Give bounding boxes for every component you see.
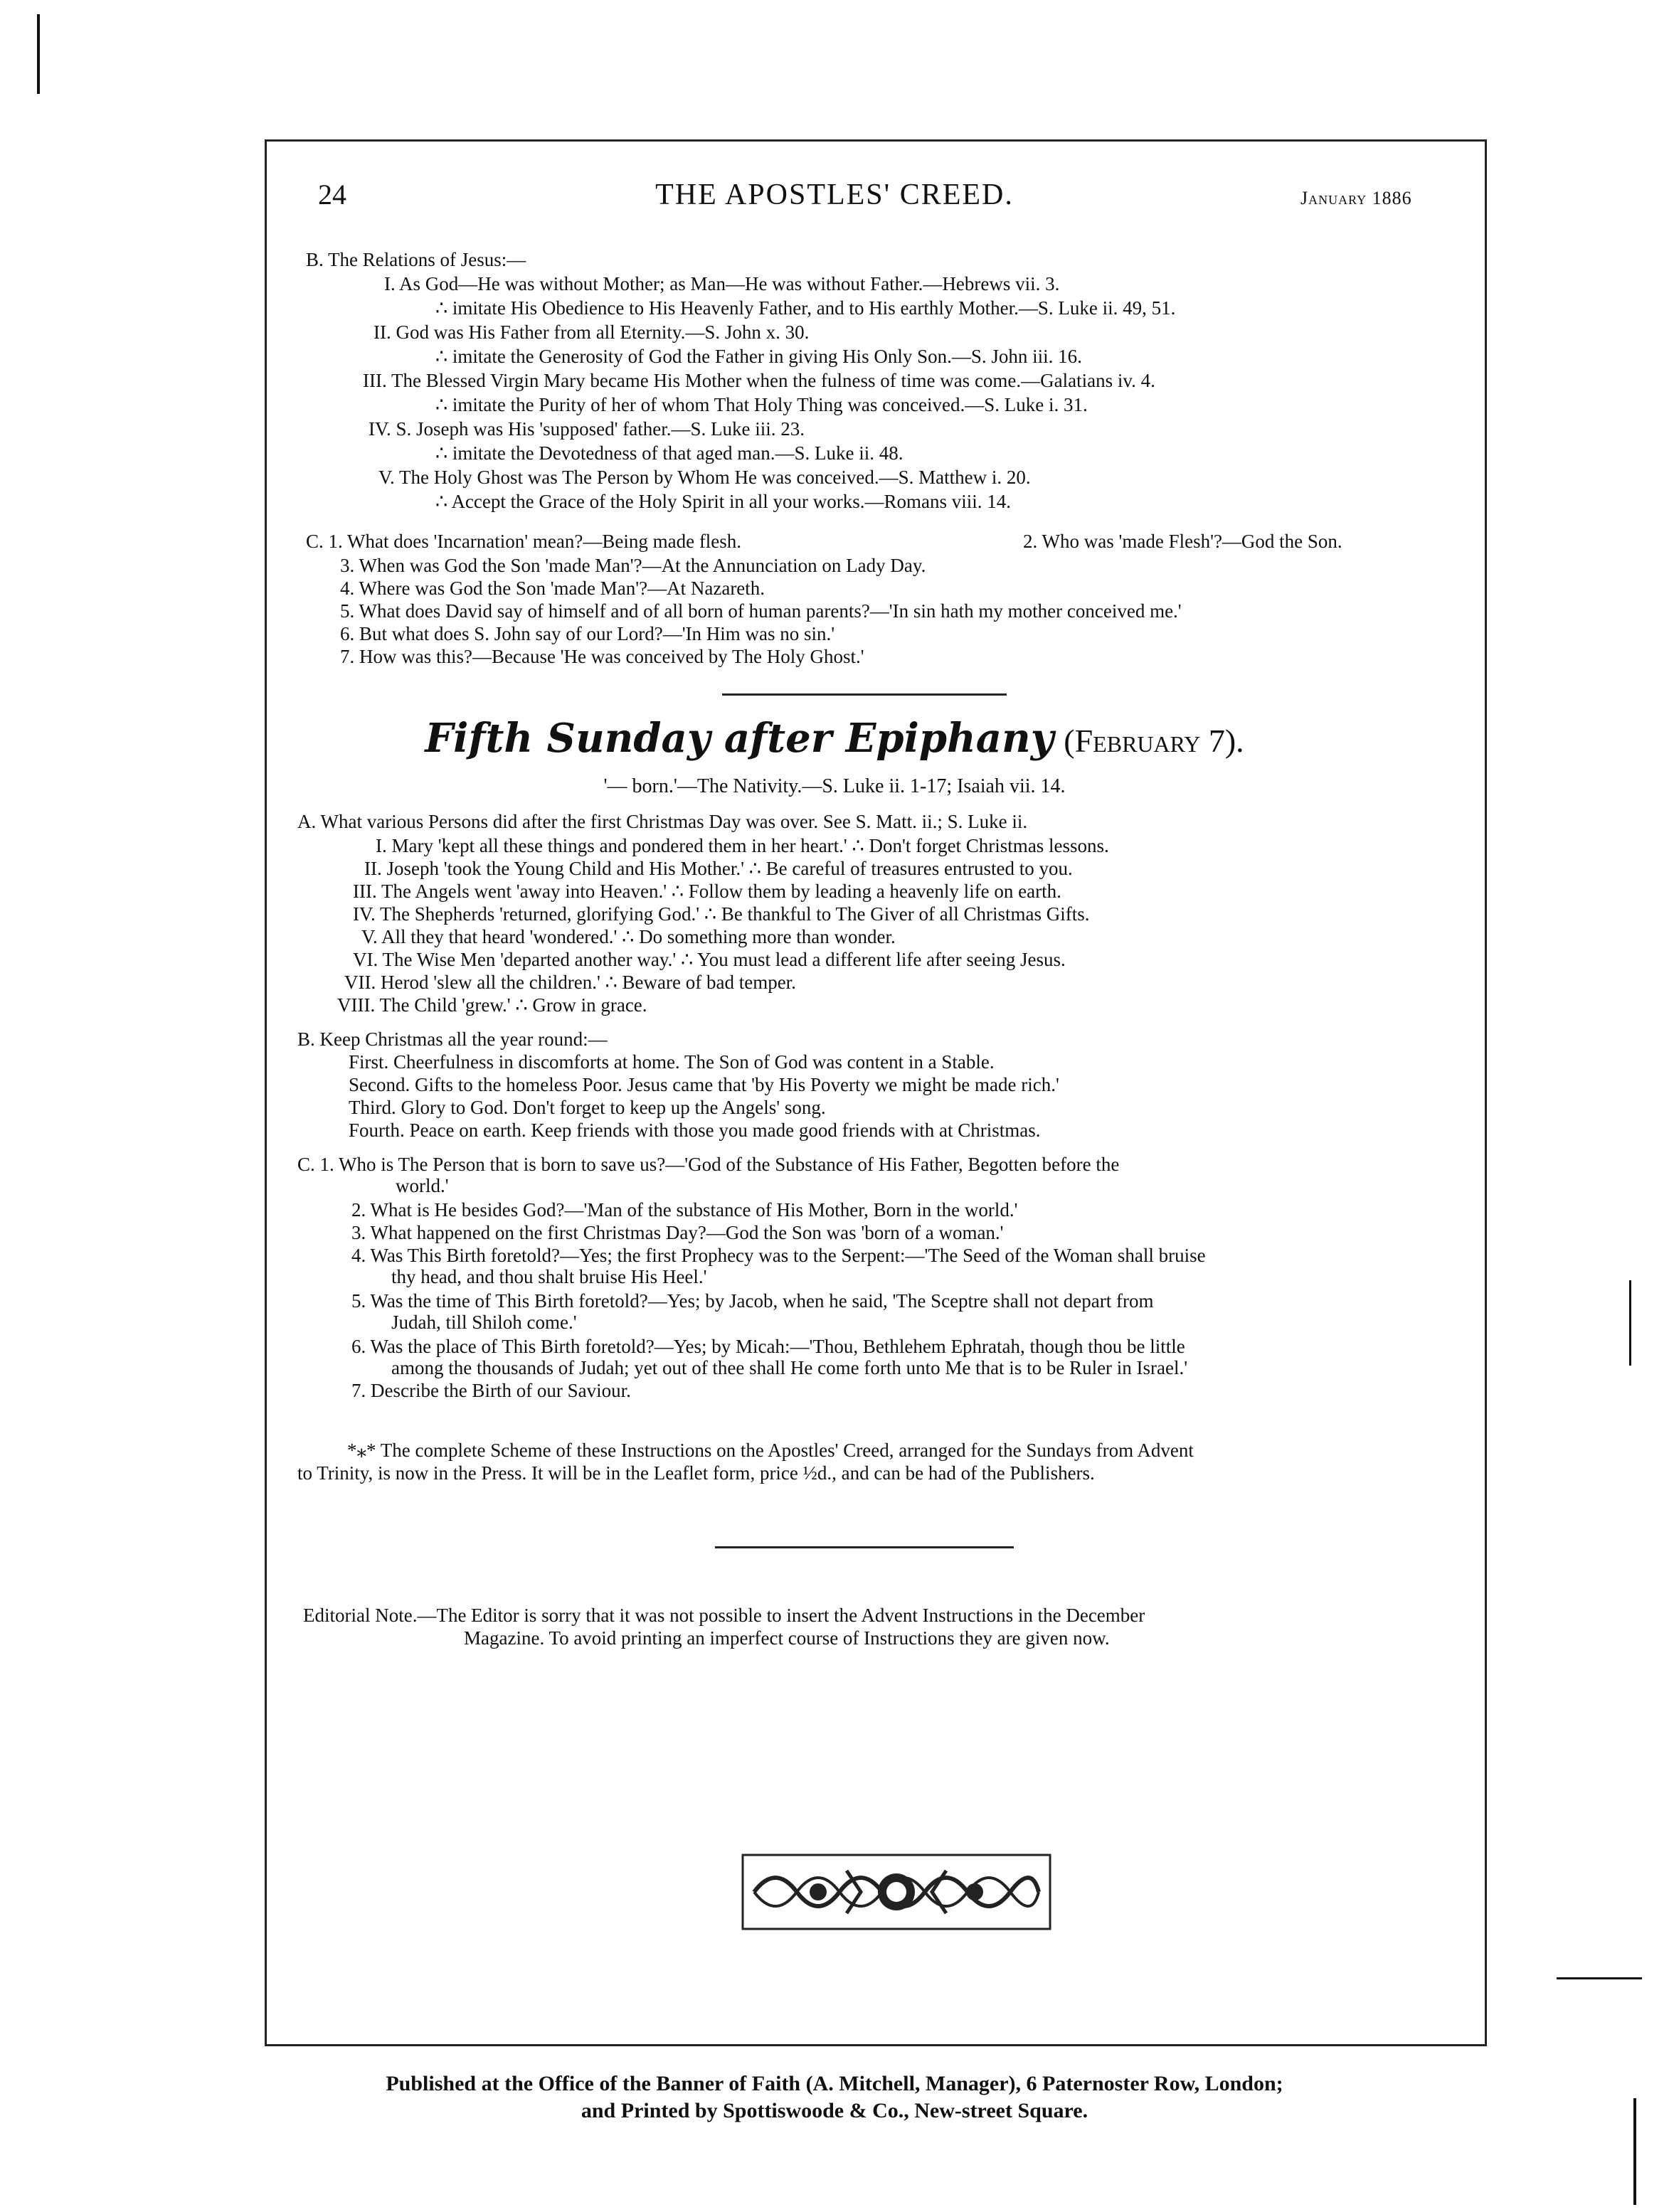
nativity-question: thy head, and thou shalt bruise His Heel.' bbox=[391, 1266, 707, 1287]
relations-line: ∴ imitate the Devotedness of that aged man.—S. Luke ii. 48. bbox=[435, 442, 904, 464]
notice-divider bbox=[715, 1546, 1014, 1548]
publisher-footer: Published at the Office of the Banner of Faith (A. Mitchell, Manager), 6 Paternoster Row, London; bbox=[386, 2072, 1283, 2095]
persons-heading: A. What various Persons did after the first Christmas Day was over. See S. Matt. ii.; S. Luke ii. bbox=[297, 811, 1028, 832]
persons-line: VI. The Wise Men 'departed another way.' ∴ You must lead a different life after seeing Jesus. bbox=[353, 949, 1066, 970]
incarnation-line: 4. Where was God the Son 'made Man'?—At Nazareth. bbox=[340, 578, 765, 599]
scan-mark-right bbox=[1557, 1977, 1642, 1979]
relations-line: IV. S. Joseph was His 'supposed' father.—S. Luke iii. 23. bbox=[369, 418, 805, 440]
printer-footer: and Printed by Spottiswoode & Co., New-street Square. bbox=[581, 2099, 1088, 2122]
relations-line: V. The Holy Ghost was The Person by Whom He was conceived.—S. Matthew i. 20. bbox=[378, 467, 1031, 488]
persons-line: VII. Herod 'slew all the children.' ∴ Beware of bad temper. bbox=[344, 972, 796, 993]
ornament-rosette-right bbox=[966, 1883, 983, 1900]
ornament-rosette-left bbox=[810, 1883, 827, 1900]
nativity-question: among the thousands of Judah; yet out of thee shall He come forth unto Me that is to be Ruler in Israel.' bbox=[391, 1357, 1188, 1378]
persons-line: II. Joseph 'took the Young Child and His Mother.' ∴ Be careful of treasures entrusted to you. bbox=[364, 858, 1073, 879]
keep-christmas-line: Second. Gifts to the homeless Poor. Jesus came that 'by His Poverty we might be made rich.' bbox=[349, 1074, 1059, 1095]
nativity-question: 6. Was the place of This Birth foretold?—Yes; by Micah:—'Thou, Bethlehem Ephratah, though thou be little bbox=[351, 1336, 1185, 1357]
persons-line: V. All they that heard 'wondered.' ∴ Do something more than wonder. bbox=[361, 926, 896, 947]
nativity-question: C. 1. Who is The Person that is born to save us?—'God of the Substance of His Father, Begotten before the bbox=[297, 1154, 1120, 1175]
fifth-sunday-heading bbox=[0, 715, 1669, 762]
keep-christmas-heading: B. Keep Christmas all the year round:— bbox=[297, 1028, 608, 1050]
relations-line: ∴ imitate the Purity of her of whom That Holy Thing was conceived.—S. Luke i. 31. bbox=[435, 394, 1088, 415]
relations-line: I. As God—He was without Mother; as Man—He was without Father.—Hebrews vii. 3. bbox=[384, 273, 1060, 294]
keep-christmas-line: Third. Glory to God. Don't forget to keep up the Angels' song. bbox=[349, 1097, 826, 1118]
editorial-note: Magazine. To avoid printing an imperfect course of Instructions they are given now. bbox=[464, 1627, 1110, 1649]
page-frame-bottom-rule bbox=[265, 2044, 1487, 2046]
nativity-question: 5. Was the time of This Birth foretold?—Yes; by Jacob, when he said, 'The Sceptre shall not depart from bbox=[351, 1290, 1154, 1312]
relations-line: ∴ Accept the Grace of the Holy Spirit in all your works.—Romans viii. 14. bbox=[435, 491, 1012, 512]
scheme-notice: *⁎* The complete Scheme of these Instructions on the Apostles' Creed, arranged for the Sundays from Advent bbox=[347, 1440, 1194, 1461]
fifth-sunday-title: Fifth Sunday after Epiphany bbox=[425, 715, 1054, 762]
relations-line: III. The Blessed Virgin Mary became His Mother when the fulness of time was come.—Galatians iv. 4. bbox=[363, 370, 1155, 391]
relations-heading: B. The Relations of Jesus:— bbox=[306, 249, 526, 270]
scan-mark-right-2 bbox=[1629, 1280, 1631, 1366]
incarnation-line: 7. How was this?—Because 'He was conceived by The Holy Ghost.' bbox=[340, 646, 864, 667]
nativity-question: 3. What happened on the first Christmas Day?—God the Son was 'born of a woman.' bbox=[351, 1222, 1004, 1243]
keep-christmas-line: Fourth. Peace on earth. Keep friends with those you made good friends with at Christmas. bbox=[349, 1120, 1041, 1141]
decorative-ornament bbox=[740, 1849, 1053, 1935]
nativity-question: 2. What is He besides God?—'Man of the substance of His Mother, Born in the world.' bbox=[351, 1199, 1018, 1221]
persons-line: III. The Angels went 'away into Heaven.' ∴ Follow them by leading a heavenly life on earth. bbox=[353, 881, 1061, 902]
persons-line: IV. The Shepherds 'returned, glorifying God.' ∴ Be thankful to The Giver of all Christmas Gifts. bbox=[353, 903, 1090, 925]
incarnation-line: 5. What does David say of himself and of all born of human parents?—'In sin hath my mother conceived me.' bbox=[340, 600, 1182, 622]
keep-christmas-line: First. Cheerfulness in discomforts at home. The Son of God was content in a Stable. bbox=[349, 1051, 995, 1073]
relations-line: II. God was His Father from all Eternity.—S. John x. 30. bbox=[373, 321, 810, 343]
nativity-question: world.' bbox=[396, 1175, 449, 1196]
ornament-center-face bbox=[886, 1882, 906, 1902]
persons-line: VIII. The Child 'grew.' ∴ Grow in grace. bbox=[337, 994, 647, 1016]
incarnation-q1: C. 1. What does 'Incarnation' mean?—Being made flesh. bbox=[306, 531, 742, 552]
issue-date: January 1886 bbox=[1300, 188, 1412, 208]
page-number: 24 bbox=[318, 179, 346, 211]
relations-line: ∴ imitate the Generosity of God the Father in giving His Only Son.—S. John iii. 16. bbox=[435, 346, 1082, 367]
fifth-sunday-date: (February 7). bbox=[1064, 723, 1244, 759]
nativity-question: 7. Describe the Birth of our Saviour. bbox=[351, 1380, 631, 1401]
nativity-question: Judah, till Shiloh come.' bbox=[391, 1312, 577, 1333]
relations-line: ∴ imitate His Obedience to His Heavenly Father, and to His earthly Mother.—S. Luke ii. 49, 51. bbox=[435, 297, 1176, 319]
persons-line: I. Mary 'kept all these things and pondered them in her heart.' ∴ Don't forget Christmas lessons. bbox=[376, 835, 1109, 856]
incarnation-line: 6. But what does S. John say of our Lord?—'In Him was no sin.' bbox=[340, 623, 835, 644]
scheme-notice: to Trinity, is now in the Press. It will be in the Leaflet form, price ½d., and can be had of the Publishers. bbox=[297, 1462, 1095, 1484]
fifth-sunday-subtitle: '— born.'—The Nativity.—S. Luke ii. 1-17; Isaiah vii. 14. bbox=[603, 775, 1066, 797]
incarnation-q2: 2. Who was 'made Flesh'?—God the Son. bbox=[1023, 531, 1342, 552]
scan-mark-left bbox=[37, 14, 40, 94]
incarnation-line: 3. When was God the Son 'made Man'?—At the Annunciation on Lady Day. bbox=[340, 555, 926, 576]
section-divider bbox=[722, 693, 1007, 696]
editorial-note: Editorial Note.—The Editor is sorry that it was not possible to insert the Advent Instructions in the December bbox=[303, 1605, 1145, 1626]
page-title: THE APOSTLES' CREED. bbox=[655, 179, 1014, 211]
nativity-question: 4. Was This Birth foretold?—Yes; the first Prophecy was to the Serpent:—'The Seed of the Woman shall bruise bbox=[351, 1245, 1206, 1266]
